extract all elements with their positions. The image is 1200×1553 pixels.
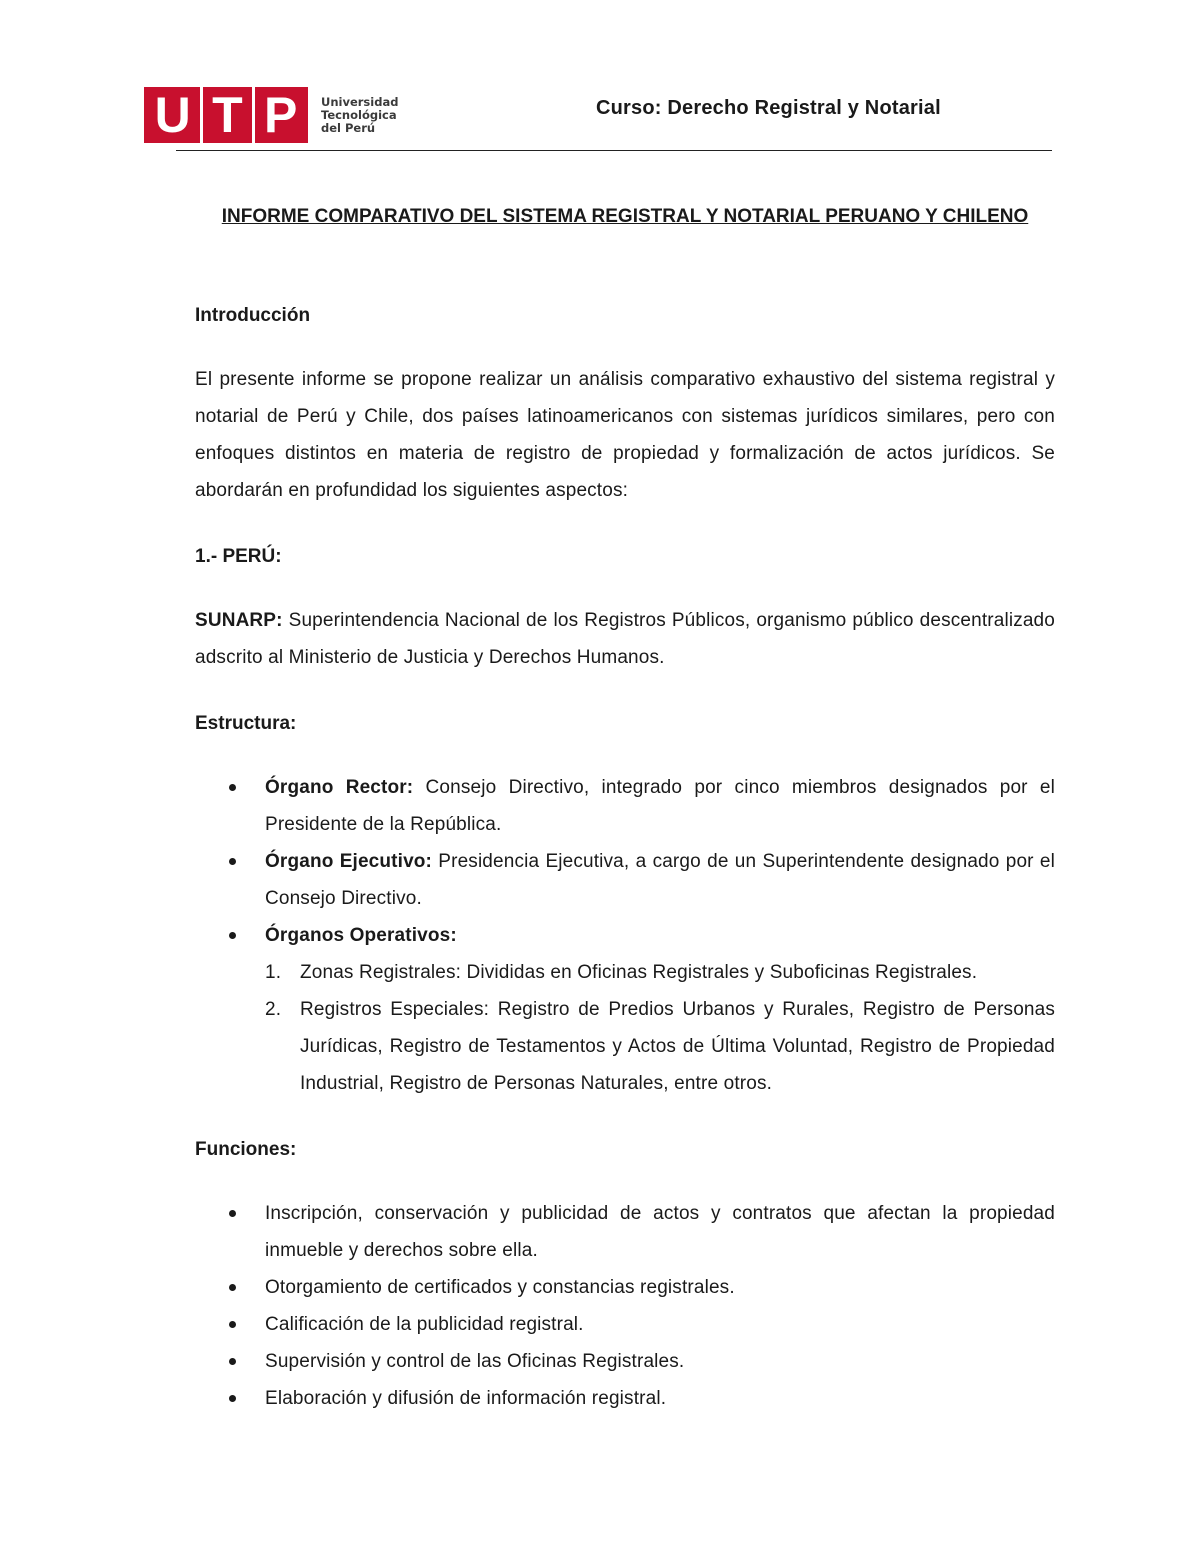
utp-logo [144, 87, 398, 143]
item-text: Inscripción, conservación y publicidad de actos y contratos que afectan la propiedad inmueble y derechos sobre ella. [265, 1203, 1055, 1261]
utp-logo-mark [144, 87, 308, 143]
estructura-heading: Estructura: [195, 713, 297, 734]
item-text: Calificación de la publicidad registral. [265, 1314, 584, 1335]
item-text: Consejo Directivo, integrado por cinco miembros designados por el Presidente de la República. [265, 777, 1056, 835]
item-text: Zonas Registrales: Divididas en Oficinas Registrales y Suboficinas Registrales. [300, 962, 978, 983]
bullet-icon [229, 1358, 236, 1365]
course-title: Curso: Derecho Registral y Notarial [596, 97, 941, 119]
logo-letter: U [154, 87, 191, 143]
item-label: Órganos Operativos: [265, 925, 457, 946]
funciones-heading: Funciones: [195, 1139, 297, 1160]
sunarp-label: SUNARP: [195, 610, 283, 631]
logo-separator [252, 87, 255, 143]
operativos-list [265, 954, 1055, 1102]
list-item [195, 1343, 1055, 1380]
logo-letter: P [264, 87, 298, 143]
logo-line: Universidad [321, 94, 399, 109]
item-text: Supervisión y control de las Oficinas Registrales. [265, 1351, 685, 1372]
intro-heading: Introducción [195, 305, 311, 326]
numbered-item [265, 954, 1055, 991]
item-label: Órgano Rector: [265, 777, 414, 798]
sunarp-text: Superintendencia Nacional de los Registros Públicos, organismo público descentralizado adscrito al Ministerio de Justicia y Derechos Humanos. [195, 610, 1055, 668]
item-text: Presidencia Ejecutiva, a cargo de un Superintendente designado por el Consejo Directivo. [265, 851, 1055, 909]
item-text: Registros Especiales: Registro de Predios Urbanos y Rurales, Registro de Personas Jurídicas, Registro de Testamentos y Actos de Última Voluntad, Registro de Propiedad Industrial, Registro de Personas Naturales, entre otros. [300, 999, 1055, 1094]
intro-paragraph: El presente informe se propone realizar un análisis comparativo exhaustivo del sistema registral y notarial de Perú y Chile, dos países latinoamericanos con sistemas jurídicos similares, pero con enfoques distintos en materia de registro de propiedad y formalización de actos jurídicos. Se abordarán en profundidad los siguientes aspectos: [195, 369, 1055, 501]
item-number: 2. [265, 999, 282, 1020]
logo-line: Tecnológica [321, 107, 397, 122]
section-peru-heading: 1.- PERÚ: [195, 546, 282, 567]
logo-letter: T [212, 87, 243, 143]
list-item [195, 769, 1055, 843]
logo-line: del Perú [321, 120, 376, 135]
bullet-icon [229, 1284, 236, 1291]
logo-separator [200, 87, 203, 143]
list-item [195, 843, 1055, 917]
item-number: 1. [265, 962, 282, 983]
bullet-icon [229, 932, 236, 939]
funciones-list [195, 1195, 1055, 1417]
bullet-icon [229, 1395, 236, 1402]
bullet-icon [229, 858, 236, 865]
item-text: Otorgamiento de certificados y constancias registrales. [265, 1277, 735, 1298]
list-item [195, 1306, 1055, 1343]
item-text: Elaboración y difusión de información registral. [265, 1388, 667, 1409]
bullet-icon [229, 1210, 236, 1217]
list-item [195, 1269, 1055, 1306]
bullet-icon [229, 1321, 236, 1328]
document-title: INFORME COMPARATIVO DEL SISTEMA REGISTRAL Y NOTARIAL PERUANO Y CHILENO [221, 206, 1029, 227]
item-label: Órgano Ejecutivo: [265, 851, 433, 872]
logo-university-name [321, 96, 398, 135]
list-item [195, 1195, 1055, 1269]
header-rule [176, 150, 1052, 151]
numbered-item [265, 991, 1055, 1102]
list-item [195, 1380, 1055, 1417]
sunarp-paragraph [195, 602, 1055, 676]
bullet-icon [229, 784, 236, 791]
estructura-list [195, 769, 1055, 1102]
list-item [195, 917, 1055, 1102]
